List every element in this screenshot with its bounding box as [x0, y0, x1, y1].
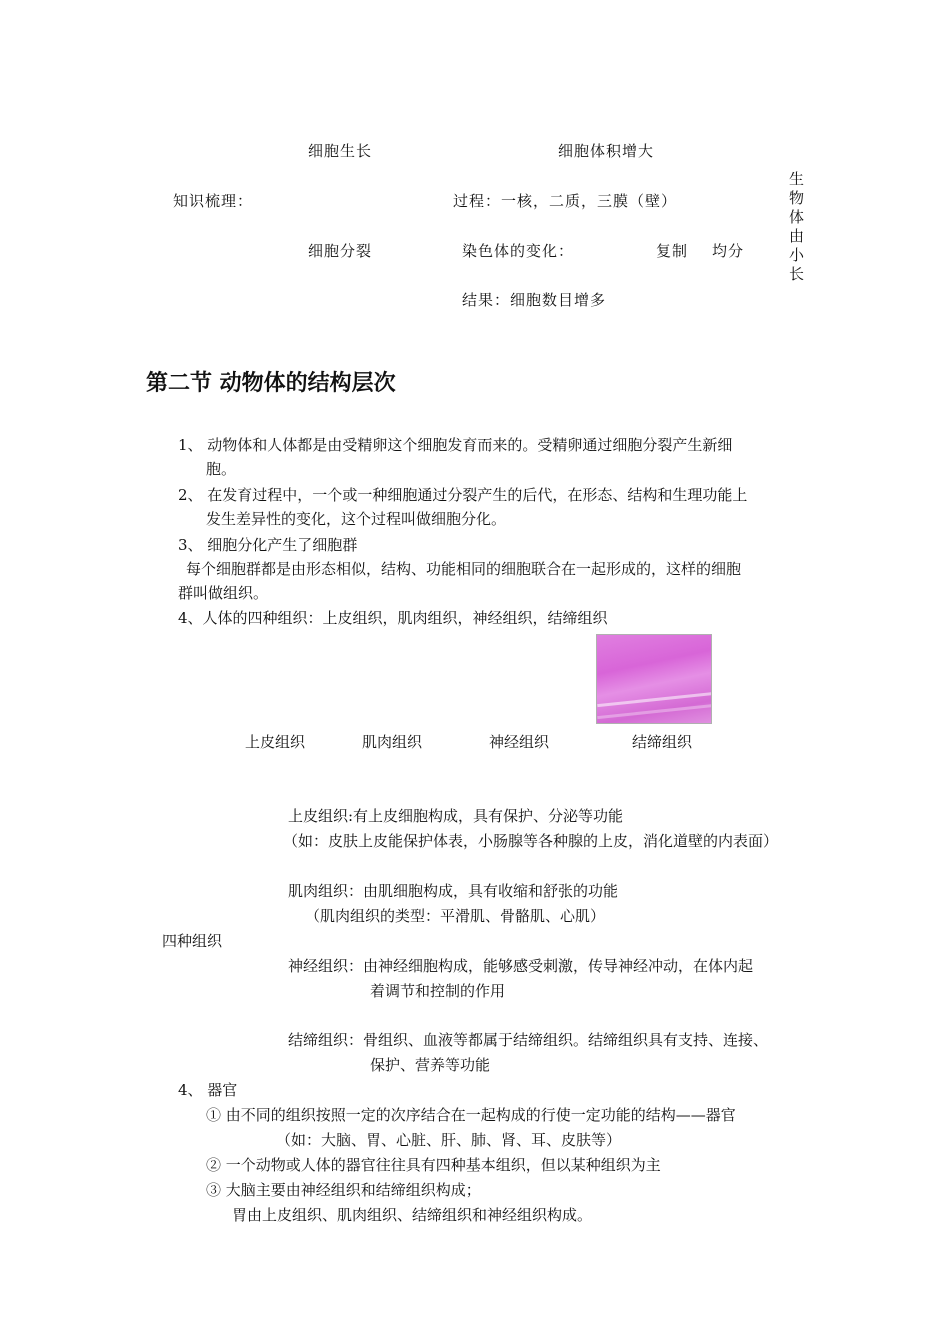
- copy-label: 复制: [656, 242, 689, 260]
- epithelial-desc: 上皮组织:有上皮细胞构成，具有保护、分泌等功能: [288, 807, 624, 825]
- organ-point-1: ① 由不同的组织按照一定的次序结合在一起构成的行使一定功能的结构——器官: [206, 1106, 736, 1124]
- equal-label: 均分: [712, 242, 745, 260]
- organ-point-3b: 胃由上皮组织、肌肉组织、结缔组织和神经组织构成。: [232, 1206, 593, 1224]
- connective-desc-1: 结缔组织：骨组织、血液等都属于结缔组织。结缔组织具有支持、连接、: [288, 1031, 769, 1049]
- organ-point-3: ③ 大脑主要由神经组织和结缔组织构成；: [206, 1181, 481, 1199]
- cell-division-label: 细胞分裂: [308, 242, 373, 260]
- item-1-line-2: 胞。: [206, 460, 237, 478]
- item-1-line-1: 1、 动物体和人体都是由受精卵这个细胞发育而来的。受精卵通过细胞分裂产生新细: [178, 436, 733, 454]
- cell-volume-label: 细胞体积增大: [558, 142, 655, 160]
- organ-title: 4、 器官: [178, 1081, 238, 1099]
- muscle-example: （肌肉组织的类型：平滑肌、骨骼肌、心肌）: [305, 907, 606, 925]
- organ-point-2: ② 一个动物或人体的器官往往具有四种基本组织，但以某种组织为主: [206, 1156, 661, 1174]
- muscle-desc: 肌肉组织：由肌细胞构成，具有收缩和舒张的功能: [288, 882, 619, 900]
- nerve-desc-2: 着调节和控制的作用: [370, 982, 506, 1000]
- vertical-note: 生物体由小长: [789, 170, 805, 283]
- caption-epithelial: 上皮组织: [245, 733, 306, 751]
- section-title: 第二节 动物体的结构层次: [146, 371, 396, 396]
- item-2-line-2: 发生差异性的变化，这个过程叫做细胞分化。: [206, 510, 507, 528]
- connective-tissue-image: [596, 634, 712, 724]
- knowledge-label: 知识梳理：: [173, 192, 254, 210]
- caption-connective: 结缔组织: [632, 733, 693, 751]
- chromosome-label: 染色体的变化：: [462, 242, 575, 260]
- caption-muscle: 肌肉组织: [362, 733, 423, 751]
- item-2-line-1: 2、 在发育过程中，一个或一种细胞通过分裂产生的后代，在形态、结构和生理功能上: [178, 486, 748, 504]
- four-tissues-label: 四种组织: [162, 932, 223, 950]
- nerve-desc-1: 神经组织：由神经细胞构成，能够感受刺激，传导神经冲动，在体内起: [288, 957, 754, 975]
- item-4: 4、人体的四种组织：上皮组织，肌肉组织，神经组织，结缔组织: [178, 609, 608, 627]
- connective-desc-2: 保护、营养等功能: [370, 1056, 491, 1074]
- cell-growth-label: 细胞生长: [308, 142, 373, 160]
- process-label: 过程：一核，二质，三膜（壁）: [453, 192, 678, 210]
- organ-point-1-example: （如：大脑、胃、心脏、肝、肺、肾、耳、皮肤等）: [276, 1131, 622, 1149]
- result-label: 结果：细胞数目增多: [462, 291, 607, 309]
- epithelial-example: （如：皮肤上皮能保护体表，小肠腺等各种腺的上皮，消化道壁的内表面）: [283, 832, 779, 850]
- item-3-cont-1: 每个细胞群都是由形态相似，结构、功能相同的细胞联合在一起形成的，这样的细胞: [186, 560, 742, 578]
- item-3: 3、 细胞分化产生了细胞群: [178, 536, 358, 554]
- caption-nerve: 神经组织: [489, 733, 550, 751]
- item-3-cont-2: 群叫做组织。: [178, 584, 269, 602]
